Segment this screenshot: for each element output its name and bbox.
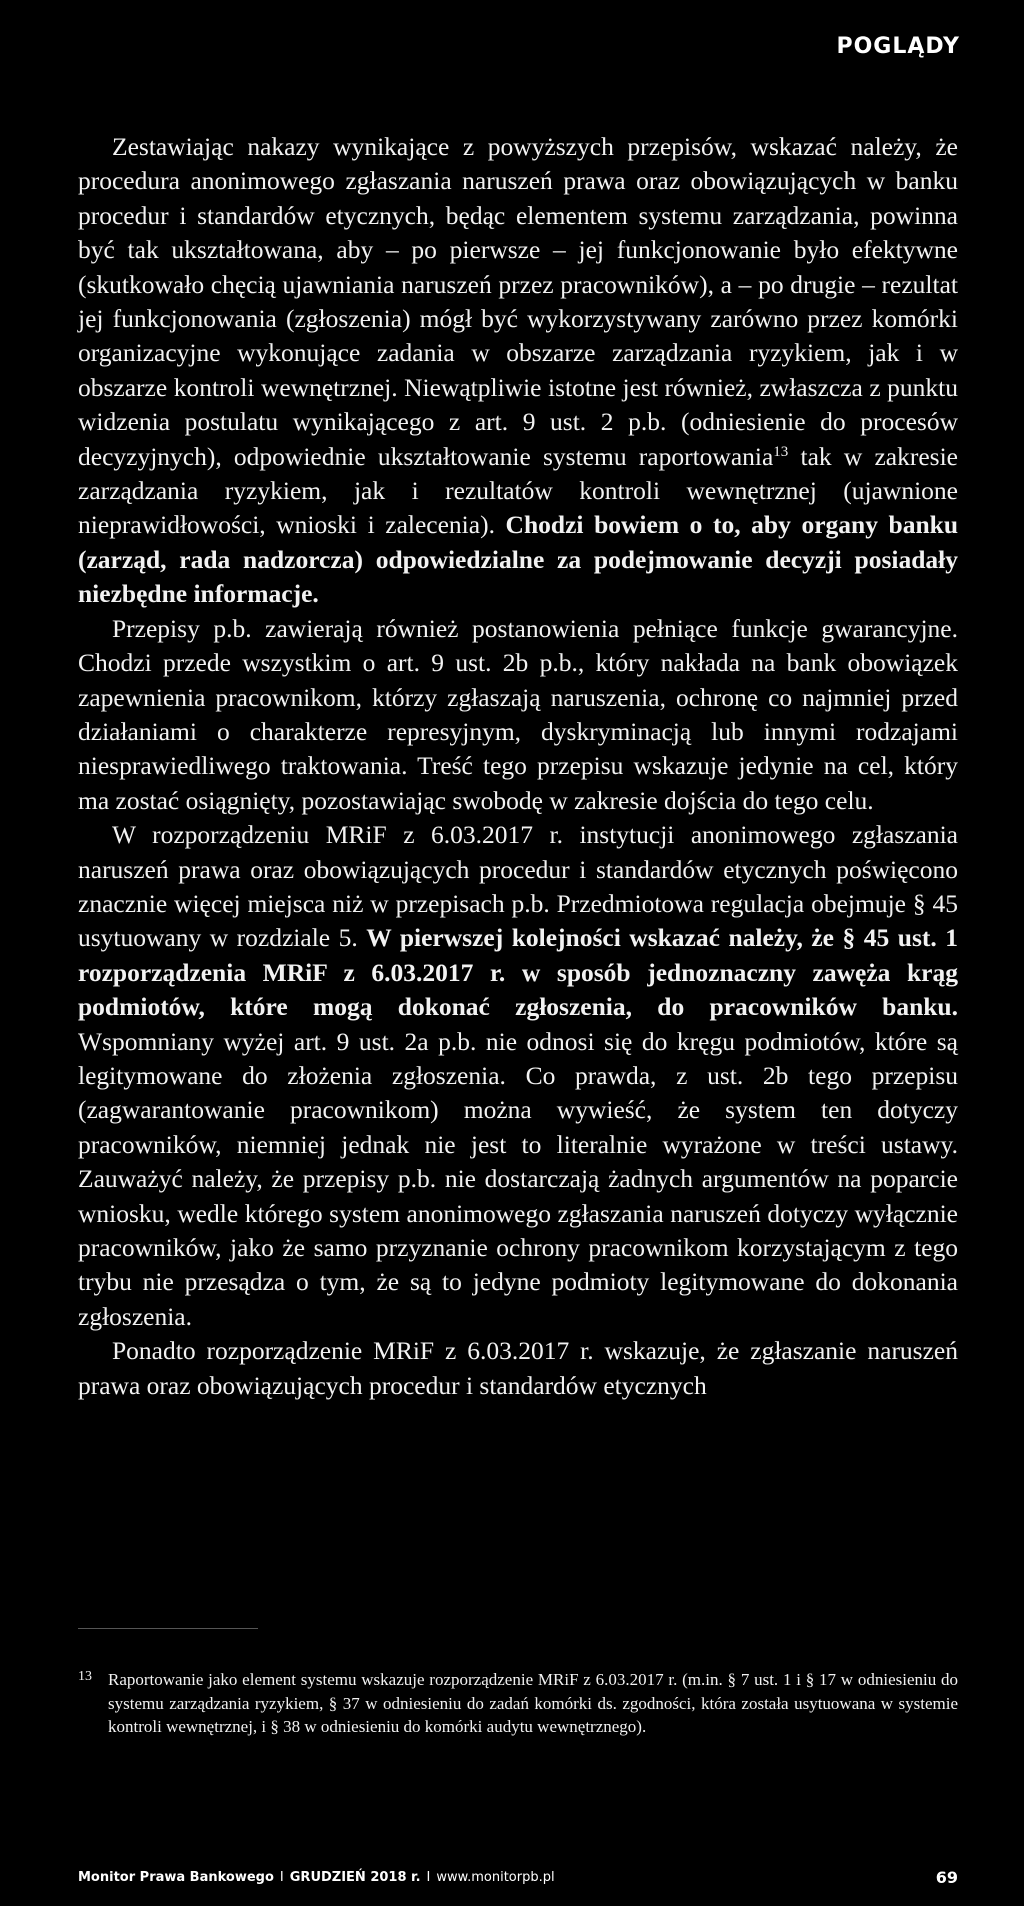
- paragraph-1-text-continued: tak w zakresie zarządzania ryzykiem, jak i rezultatów kontroli wewnętrznej (ujawnione nieprawidłowości, wnioski i zalecenia).: [78, 441, 958, 540]
- footnote-divider: [78, 1628, 258, 1629]
- paragraph-3-emphasis: W pierwszej kolejności wskazać należy, że § 45 ust. 1 rozporządzenia MRiF z 6.03.2017 r. w sposób jednoznaczny zawęża krąg podmiotów, które mogą dokonać zgłoszenia, do pracowników banku.: [78, 923, 958, 1022]
- footnote-number: 13: [78, 1669, 92, 1684]
- footer-separator: I: [279, 1870, 284, 1885]
- paragraph-4: Ponadto rozporządzenie MRiF z 6.03.2017 r. wskazuje, że zgłaszanie naruszeń prawa oraz obowiązujących procedur i standardów etycznych: [78, 1336, 958, 1400]
- issue-date: GRUDZIEŃ 2018 r.: [289, 1870, 421, 1885]
- website-link[interactable]: www.monitorpb.pl: [436, 1870, 555, 1885]
- footer-separator-2: I: [426, 1870, 431, 1885]
- footnote-reference: 13: [773, 443, 789, 460]
- page-footer: [78, 1868, 958, 1887]
- page-number: 69: [935, 1868, 958, 1887]
- paragraph-3-text: W rozporządzeniu MRiF z 6.03.2017 r. instytucji anonimowego zgłaszania naruszeń prawa oraz obowiązujących procedur i standardów etycznych poświęcono znacznie więcej miejsca niż w przepisach p.b. Przedmiotowa regulacja obejmuje § 45 usytuowany w rozdziale 5.: [78, 820, 958, 953]
- paragraph-1: [78, 130, 958, 612]
- article-body: [78, 130, 958, 1403]
- publication-name: Monitor Prawa Bankowego: [78, 1870, 274, 1885]
- paragraph-3: [78, 818, 958, 1334]
- paragraph-1-text: Zestawiając nakazy wynikające z powyższych przepisów, wskazać należy, że procedura anonimowego zgłaszania naruszeń prawa oraz obowiązujących w banku procedur i standardów etycznych, będąc elementem systemu zarządzania, powinna być tak ukształtowana, aby – po pierwsze – jej funkcjonowanie było efektywne (skutkowało chęcią ujawniania naruszeń przez pracowników), a – po drugie – rezultat jej funkcjonowania (zgłoszenia) mógł być wykorzystywany zarówno przez komórki organizacyjne wykonujące zadania w obszarze zarządzania ryzykiem, jak i w obszarze kontroli wewnętrznej. Niewątpliwie istotne jest również, zwłaszcza z punktu widzenia postulatu wynikającego z art. 9 ust. 2 p.b. (odniesienie do procesów decyzyjnych), odpowiednie ukształtowanie systemu raportowania: [78, 132, 958, 471]
- paragraph-2: Przepisy p.b. zawierają również postanowienia pełniące funkcje gwarancyjne. Chodzi przede wszystkim o art. 9 ust. 2b p.b., który nakłada na bank obowiązek zapewnienia pracownikom, którzy zgłaszają naruszenia, ochronę co najmniej przed działaniami o charakterze represyjnym, dyskryminacją lub innymi rodzajami niesprawiedliwego traktowania. Treść tego przepisu wskazuje jedynie na cel, który ma zostać osiągnięty, pozostawiając swobodę w zakresie dojścia do tego celu.: [78, 613, 958, 815]
- footnote: [78, 1668, 958, 1739]
- paragraph-1-emphasis: Chodzi bowiem o to, aby organy banku (zarząd, rada nadzorcza) odpowiedzialne za podejmowanie decyzji posiadały niezbędne informacje.: [78, 510, 959, 609]
- section-label: POGLĄDY: [836, 34, 960, 59]
- paragraph-3-text-continued: Wspomniany wyżej art. 9 ust. 2a p.b. nie odnosi się do kręgu podmiotów, które są legitymowane do złożenia zgłoszenia. Co prawda, z ust. 2b tego przepisu (zagwarantowanie pracownikom) można wywieść, że system ten dotyczy pracowników, niemniej jednak nie jest to literalnie wyrażone w treści ustawy. Zauważyć należy, że przepisy p.b. nie dostarczają żadnych argumentów na poparcie wniosku, wedle którego system anonimowego zgłaszania naruszeń dotyczy wyłącznie pracowników, jako że samo przyznanie ochrony pracownikom korzystającym z tego trybu nie przesądza o tym, że są to jedyne podmioty legitymowane do dokonania zgłoszenia.: [78, 1026, 958, 1331]
- footnote-text: Raportowanie jako element systemu wskazuje rozporządzenie MRiF z 6.03.2017 r. (m.in. § 7 ust. 1 i § 17 w odniesieniu do systemu zarządzania ryzykiem, § 37 w odniesieniu do zadań komórki ds. zgodności, która została usytuowana w systemie kontroli wewnętrznej, i § 38 w odniesieniu do komórki audytu wewnętrznego).: [108, 1670, 958, 1736]
